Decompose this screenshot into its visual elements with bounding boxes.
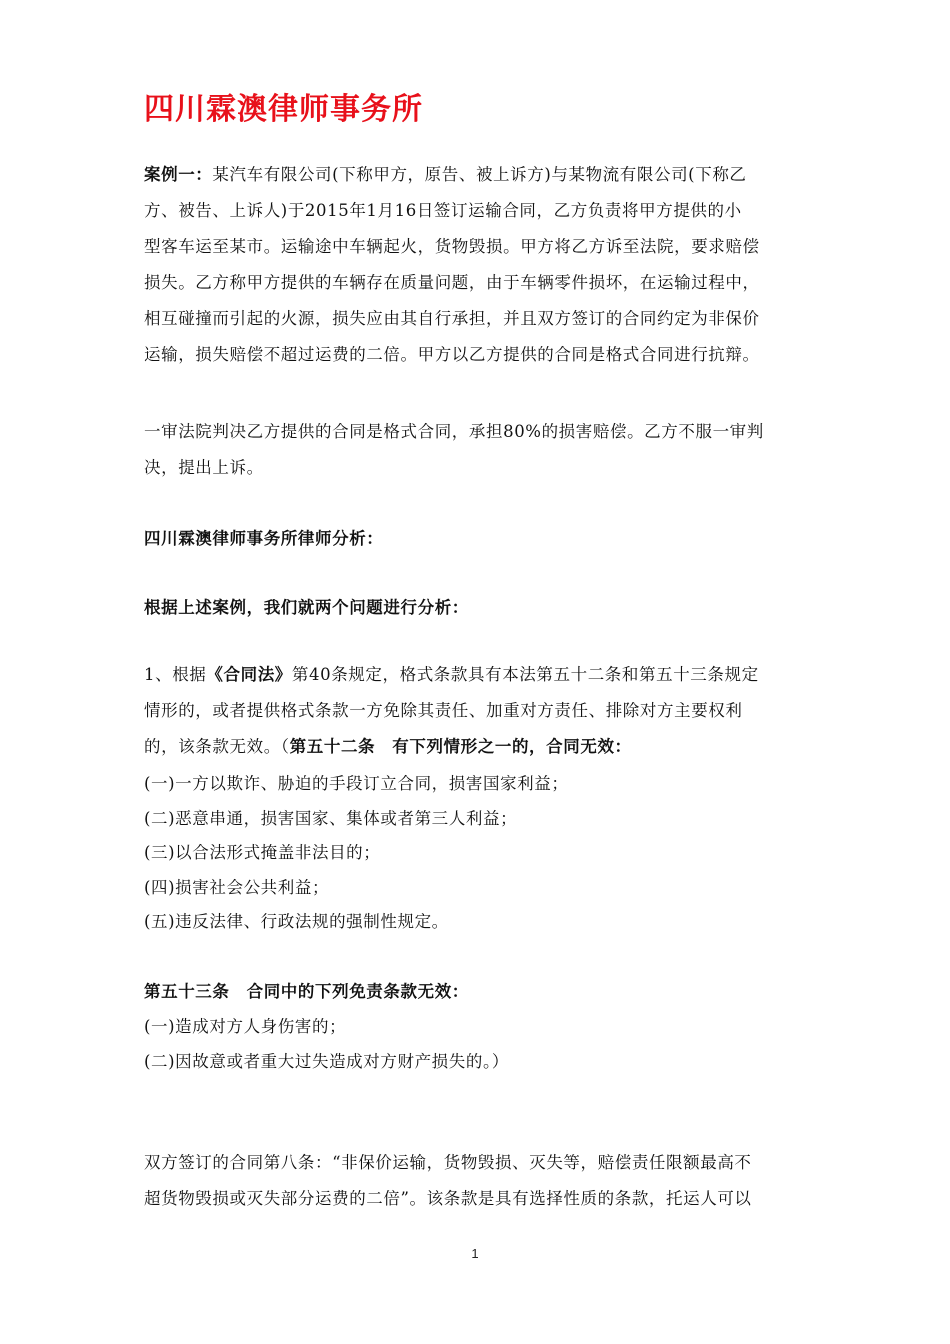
case-label: 案例一：	[144, 165, 213, 184]
list-item: (二)因故意或者重大过失造成对方财产损失的。）	[144, 1051, 509, 1071]
case-line: 方、被告、上诉人)于2015年1月16日签订运输合同，乙方负责将甲方提供的小	[144, 201, 742, 220]
list-item: (一)一方以欺诈、胁迫的手段订立合同，损害国家利益；	[144, 774, 569, 793]
article-52-heading: 第五十二条 有下列情形之一的，合同无效：	[289, 737, 632, 756]
point-1-text: 第40条规定，格式条款具有本法第五十二条和第五十三条规定	[291, 665, 759, 684]
case-line: 相互碰撞而引起的火源，损失应由其自行承担，并且双方签订的合同约定为非保价	[144, 309, 760, 328]
point-1-line	[144, 729, 804, 765]
case-line: 型客车运至某市。运输途中车辆起火，货物毁损。甲方将乙方诉至法院，要求赔偿	[144, 237, 760, 256]
list-item: (一)造成对方人身伤害的；	[144, 1017, 347, 1036]
list-item: (五)违反法律、行政法规的强制性规定。	[144, 912, 449, 931]
issues-heading: 根据上述案例，我们就两个问题进行分析：	[144, 598, 469, 617]
law-name: 《合同法》	[206, 665, 292, 684]
point-1-line: 情形的，或者提供格式条款一方免除其责任、加重对方责任、排除对方主要权利	[144, 701, 743, 720]
judgment-paragraph	[144, 414, 804, 486]
case-line: 损失。乙方称甲方提供的车辆存在质量问题，由于车辆零件损坏，在运输过程中，	[144, 273, 760, 292]
case-line: 运输，损失赔偿不超过运费的二倍。甲方以乙方提供的合同是格式合同进行抗辩。	[144, 345, 760, 364]
list-item: (二)恶意串通，损害国家、集体或者第三人利益；	[144, 808, 518, 828]
point-1-prefix: 1、根据	[144, 665, 207, 684]
page-number: 1	[471, 1246, 479, 1261]
list-item: (三)以合法形式掩盖非法目的；	[144, 843, 381, 862]
analysis-heading: 四川霖澳律师事务所律师分析：	[144, 529, 384, 548]
clause-line: 双方签订的合同第八条：“非保价运输，货物毁损、灭失等，赔偿责任限额最高不	[144, 1153, 752, 1172]
case-line	[144, 157, 804, 193]
page-title: 四川霖澳律师事务所	[144, 92, 423, 127]
article-53-heading: 第五十三条 合同中的下列免责条款无效：	[144, 982, 469, 1001]
point-1-text: 的，该条款无效。（	[144, 737, 290, 756]
judgment-line: 一审法院判决乙方提供的合同是格式合同，承担80%的损害赔偿。乙方不服一审判	[144, 422, 764, 441]
article-52-list	[144, 767, 804, 940]
case-line-text: 某汽车有限公司(下称甲方，原告、被上诉方)与某物流有限公司(下称乙	[212, 165, 747, 184]
article-53-list	[144, 1010, 804, 1079]
point-1-paragraph	[144, 657, 804, 765]
judgment-line: 决，提出上诉。	[144, 458, 264, 477]
list-item: (四)损害社会公共利益；	[144, 877, 330, 897]
clause-line: 超货物毁损或灭失部分运费的二倍”。该条款是具有选择性质的条款，托运人可以	[144, 1189, 752, 1208]
case-paragraph	[144, 157, 804, 373]
contract-clause-paragraph	[144, 1145, 804, 1217]
point-1-line	[144, 657, 804, 693]
